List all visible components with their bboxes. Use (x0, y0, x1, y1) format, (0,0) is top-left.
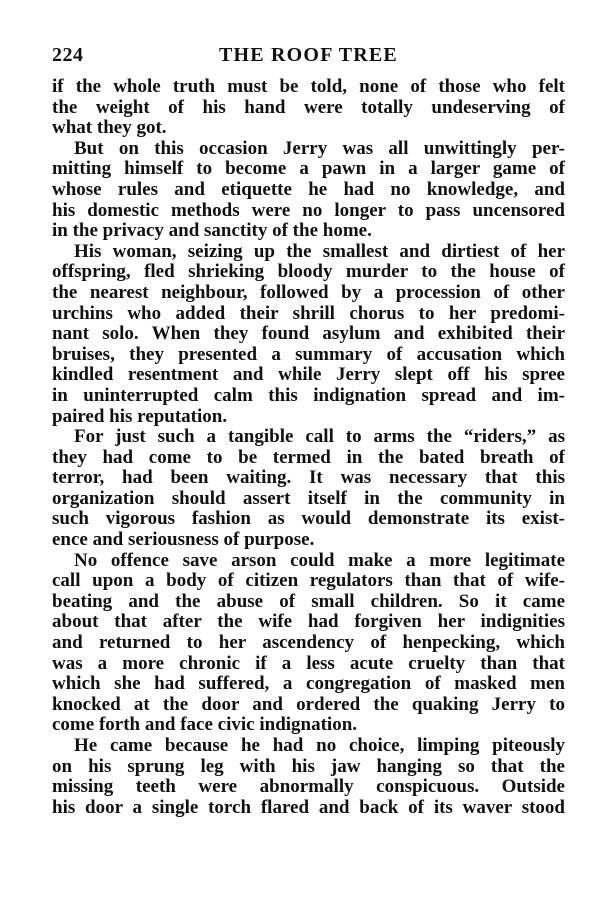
text-line: what they got. (52, 118, 167, 139)
text-line: nant solo. When they found asylum and exhibited their (52, 324, 565, 345)
text-line: But on this occasion Jerry was all unwittingly per- (74, 138, 565, 159)
text-line: He came because he had no choice, limping piteously (74, 736, 565, 756)
text-line: knocked at the door and ordered the quaking Jerry to (52, 694, 565, 715)
text-line: which she had suffered, a congregation of masked men (52, 674, 565, 695)
text-line: they had come to be termed in the bated breath of (52, 447, 565, 468)
text-line: terror, had been waiting. It was necessary that this (52, 468, 565, 489)
text-line: For just such a tangible call to arms the “riders,” as (74, 427, 565, 448)
text-line: ence and seriousness of purpose. (52, 530, 315, 551)
body-text (52, 77, 565, 818)
text-line: organization should assert itself in the community in (52, 488, 565, 509)
text-line: about that after the wife had forgiven her indignities (52, 612, 565, 633)
text-line: if the whole truth must be told, none of those who felt (52, 77, 565, 97)
text-line: mitting himself to become a pawn in a larger game of (52, 159, 565, 180)
text-line: in the privacy and sanctity of the home. (52, 221, 372, 242)
text-line: come forth and face civic indignation. (52, 715, 358, 736)
text-line: and returned to her ascendency of henpecking, which (52, 633, 565, 654)
text-line: on his sprung leg with his jaw hanging so that the (52, 756, 565, 777)
text-line: in uninterrupted calm this indignation spread and im- (52, 385, 565, 406)
text-line: paired his reputation. (52, 406, 228, 427)
text-line: beating and the abuse of small children. So it came (52, 591, 565, 612)
text-line: bruises, they presented a summary of accusation which (52, 344, 565, 365)
text-line: the nearest neighbour, followed by a procession of other (52, 282, 565, 303)
running-header (52, 44, 565, 72)
text-line: his door a single torch flared and back of its waver stood (52, 797, 565, 818)
book-title: THE ROOF TREE (219, 44, 398, 66)
text-line: His woman, seizing up the smallest and dirtiest of her (74, 241, 565, 262)
text-line: the weight of his hand were totally undeserving of (52, 97, 565, 118)
text-line: call upon a body of citizen regulators than that of wife- (52, 571, 565, 592)
text-line: offspring, fled shrieking bloody murder to the house of (52, 262, 565, 283)
text-line: his domestic methods were no longer to pass uncensored (52, 200, 565, 221)
text-line: missing teeth were abnormally conspicuous. Outside (52, 777, 565, 798)
page-number: 224 (52, 44, 84, 66)
text-line: whose rules and etiquette he had no knowledge, and (52, 179, 565, 200)
text-line: urchins who added their shrill chorus to her predomi- (52, 303, 565, 324)
text-line: No offence save arson could make a more legitimate (74, 550, 565, 571)
text-line: was a more chronic if a less acute cruelty than that (52, 653, 565, 674)
text-line: such vigorous fashion as would demonstrate its exist- (52, 509, 565, 530)
text-line: kindled resentment and while Jerry slept off his spree (52, 365, 565, 386)
